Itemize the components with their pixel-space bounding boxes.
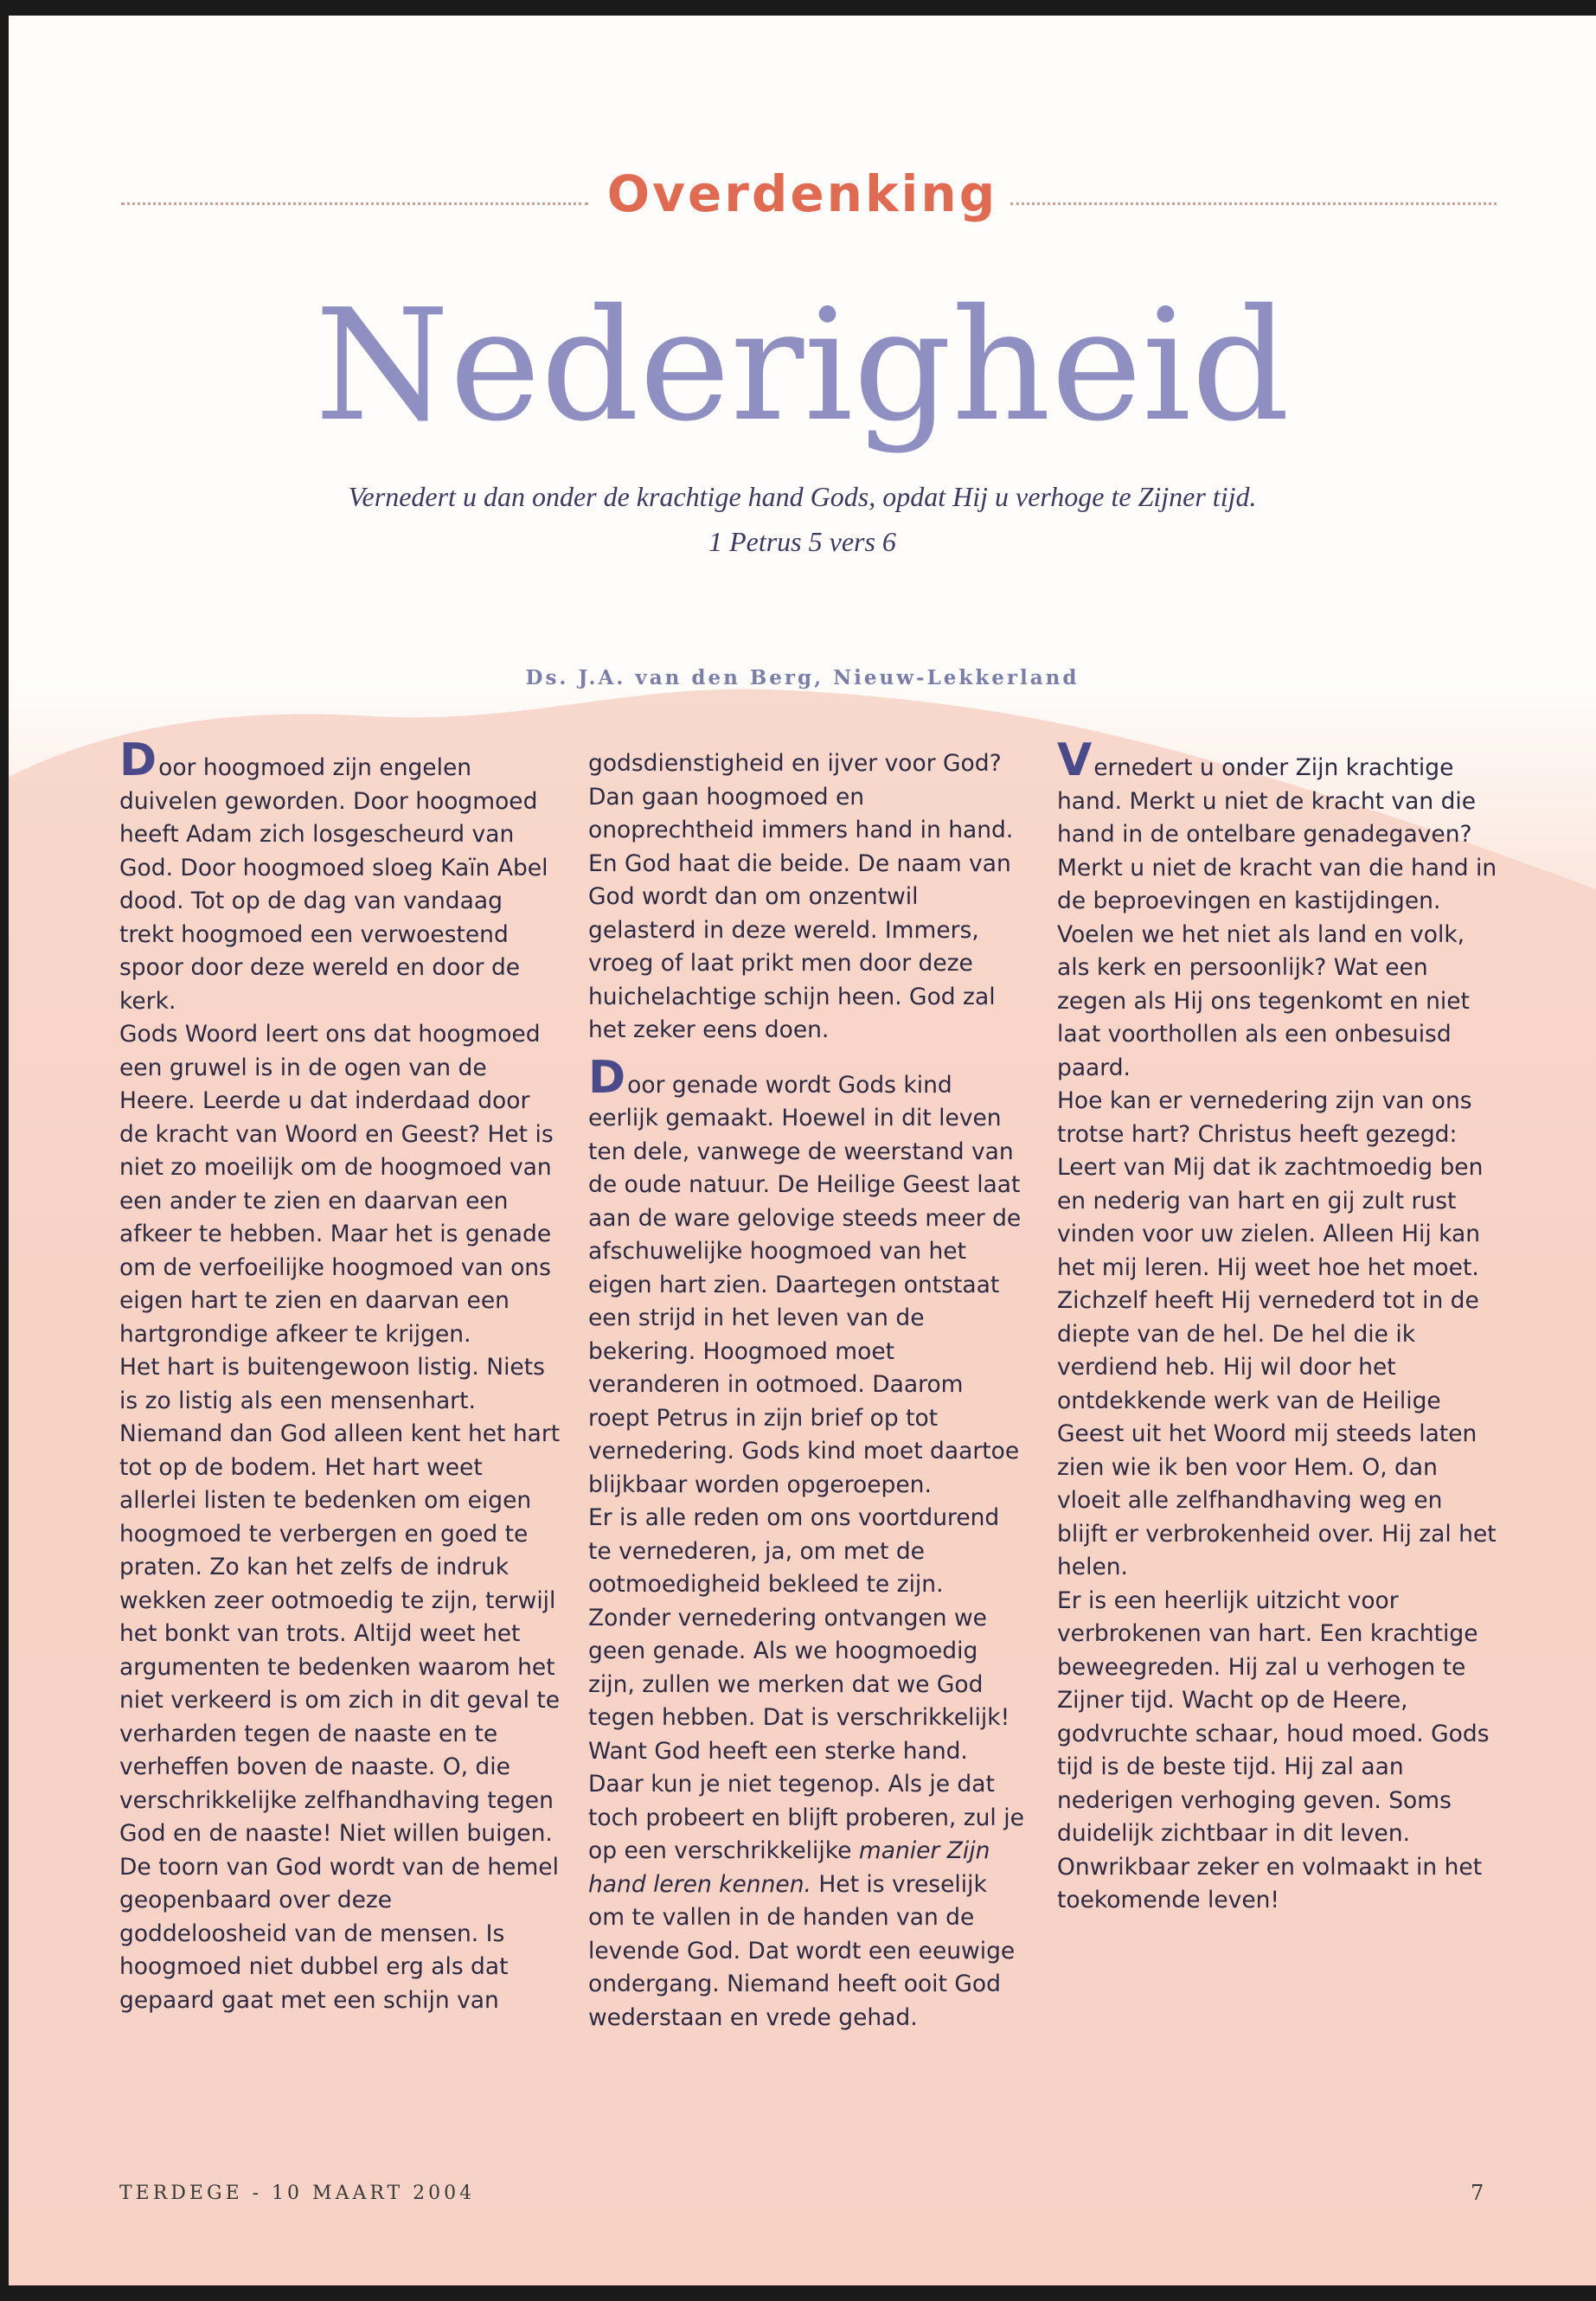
magazine-page	[9, 16, 1596, 2285]
paragraph	[588, 1051, 1029, 1503]
page-number: 7	[1471, 2181, 1484, 2205]
italic-text: manier Zijn hand leren kennen.	[588, 1837, 990, 1898]
paragraph-text: Het is vreselijk om te vallen in de handen van de levende God. Dat wordt een eeuwige ondergang. Niemand heeft ooit God wederstaan en vrede gehad.	[588, 1870, 1016, 2031]
paragraph: Er is een heerlijk uitzicht voor verbrokenen van hart. Een krachtige beweegreden. Hij zal u verhogen te Zijner tijd. Wacht op de Heere, godvruchte schaar, houd moed. Gods tijd is de beste tijd. Hij zal aan nederigen verhoging geven. Soms duidelijk zichtbaar in dit leven. Onwrikbaar zeker en volmaakt in het toekomende leven!	[1057, 1586, 1490, 1913]
scripture-reference: 1 Petrus 5 vers 6	[708, 526, 896, 557]
section-rule-left	[121, 202, 588, 205]
paragraph	[1057, 734, 1498, 1085]
section-label: Overdenking	[606, 164, 998, 223]
text-column-3	[1057, 734, 1498, 1918]
text-column-2	[588, 747, 1029, 2035]
publication-footer: TERDEGE - 10 MAART 2004	[119, 2182, 476, 2204]
scripture-quote: Vernedert u dan onder de krachtige hand Gods, opdat Hij u verhoge te Zijner tijd.	[348, 481, 1257, 512]
drop-cap: D	[119, 734, 157, 786]
paragraph: Gods Woord leert ons dat hoogmoed een gruwel is in de ogen van de Heere. Leerde u dat inderdaad door de kracht van Woord en Geest? Het is niet zo moeilijk om de hoogmoed van een ander te zien en daarvan een afkeer te hebben. Maar het is genade om de verfoeilijke hoogmoed van ons eigen hart te zien en daarvan een hartgrondige afkeer te krijgen.	[119, 1021, 554, 1348]
paragraph: De toorn van God wordt van de hemel geopenbaard over deze goddeloosheid van de mensen. Is hoogmoed niet dubbel erg als dat gepaard gaat met een schijn van	[119, 1853, 559, 2014]
text-column-1	[119, 734, 561, 2017]
paragraph-text: oor hoogmoed zijn engelen duivelen geworden. Door hoogmoed heeft Adam zich losgescheurd van God. Door hoogmoed sloeg Kaïn Abel dood. Tot op de dag van vandaag trekt hoogmoed een verwoestend spoor door deze wereld en door de kerk.	[119, 754, 548, 1015]
article-title: Nederigheid	[314, 276, 1291, 455]
paragraph-text: oor genade wordt Gods kind eerlijk gemaakt. Hoewel in dit leven ten dele, vanwege de weerstand van de oude natuur. De Heilige Geest laat aan de ware gelovige steeds meer de afschuwelijke hoogmoed van het eigen hart zien. Daartegen ontstaat een strijd in het leven van de bekering. Hoogmoed moet veranderen in ootmoed. Daarom roept Petrus in zijn brief op tot vernedering. Gods kind moet daartoe blijkbaar worden opgeroepen.	[588, 1071, 1022, 1498]
drop-cap: V	[1057, 734, 1093, 786]
paragraph	[588, 1502, 1029, 2035]
paragraph: godsdienstigheid en ijver voor God? Dan gaan hoogmoed en onoprechtheid immers hand in hand. En God haat die beide. De naam van God wordt dan om onzentwil gelasterd in deze wereld. Immers, vroeg of laat prikt men door deze huichelachtige schijn heen. God zal het zeker eens doen.	[588, 750, 1014, 1043]
drop-cap: D	[588, 1051, 626, 1104]
paragraph	[119, 734, 561, 1018]
paragraph: Hoe kan er vernedering zijn van ons trotse hart? Christus heeft gezegd: Leert van Mij dat ik zachtmoedig ben en nederig van hart en gij zult rust vinden voor uw zielen. Alleen Hij kan het mij leren. Hij weet hoe het moet. Zichzelf heeft Hij vernederd tot in de diepte van de hel. De hel die ik verdiend heb. Hij wil door het ontdekkende werk van de Heilige Geest uit het Woord mij steeds laten zien wie ik ben voor Hem. O, dan vloeit alle zelfhandhaving weg en blijft er verbrokenheid over. Hij zal het helen.	[1057, 1087, 1497, 1580]
author-byline: Ds. J.A. van den Berg, Nieuw-Lekkerland	[525, 666, 1080, 689]
section-rule-right	[1010, 202, 1497, 205]
paragraph: Het hart is buitengewoon listig. Niets is zo listig als een mensenhart. Niemand dan God alleen kent het hart tot op de bodem. Het hart weet allerlei listen te bedenken om eigen hoogmoed te verbergen en goed te praten. Zo kan het zelfs de indruk wekken zeer ootmoedig te zijn, terwijl het bonkt van trots. Altijd weet het argumenten te bedenken waarom het niet verkeerd is om zich in dit geval te verharden tegen de naaste en te verheffen boven de naaste. O, die verschrikkelijke zelfhandhaving tegen God en de naaste! Niet willen buigen.	[119, 1354, 561, 1847]
paragraph-text: ernedert u onder Zijn krachtige hand. Merkt u niet de kracht van die hand in de ontelbare genadegaven? Merkt u niet de kracht van die hand in de beproevingen en kastijdingen. Voelen we het niet als land en volk, als kerk en persoonlijk? Wat een zegen als Hij ons tegenkomt en niet laat voorthollen als een onbesuisd paard.	[1057, 754, 1497, 1081]
paragraph-text: Er is alle reden om ons voortdurend te vernederen, ja, om met de ootmoedigheid bekleed te zijn. Zonder vernedering ontvangen we geen genade. Als we hoogmoedig zijn, zullen we merken dat we God tegen hebben. Dat is verschrikkelijk! Want God heeft een sterke hand. Daar kun je niet tegenop. Als je dat toch probeert en blijft proberen, zul je op een verschrikkelijke	[588, 1504, 1024, 1864]
